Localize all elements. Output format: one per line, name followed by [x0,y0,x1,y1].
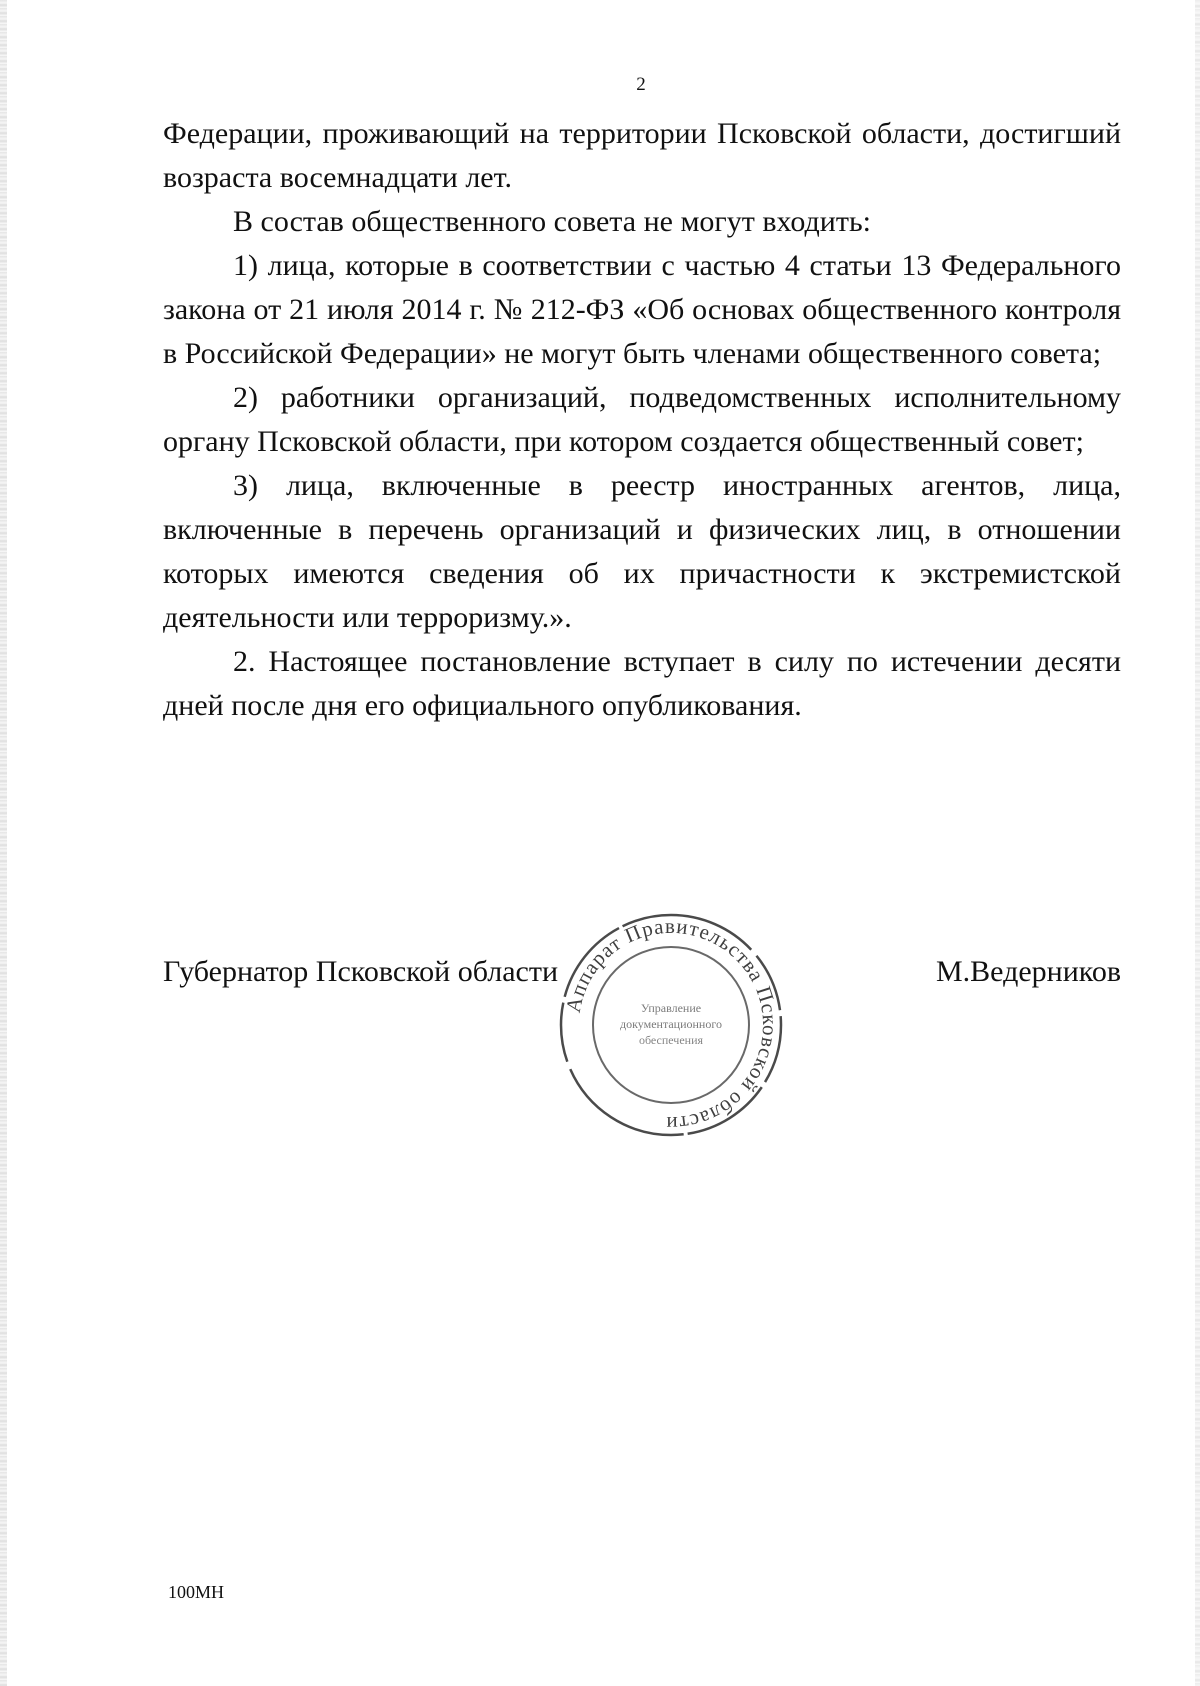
paragraph-effective-date: 2. Настоящее постановление вступает в силу по истечении десяти дней после дня его официального опубликования. [163,645,1121,722]
seal-inner-line-3: обеспечения [638,1033,704,1047]
page-number: 2 [636,74,646,95]
paragraph-exclusions-intro: В состав общественного совета не могут входить: [233,205,871,238]
seal-inner-line-1: Управление [640,1001,702,1015]
signatory-position: Губернатор Псковской области [163,955,559,988]
document-body [163,112,1121,728]
scan-edge-right [1195,0,1200,1686]
footer-code: 100МН [168,1582,225,1602]
seal-outer-text: Аппарат Правительства Псковской области [560,913,783,1137]
paragraph-item-1: 1) лица, которые в соответствии с частью 4 статьи 13 Федерального закона от 21 июля 2014 г. № 212-ФЗ «Об основах общественного контроля в Российской Федерации» не могут быть членами общественного совета; [163,249,1121,370]
official-seal-stamp [556,910,786,1140]
seal-inner-line-2: документационного [620,1017,722,1031]
paragraph-item-2: 2) работники организаций, подведомственных исполнительному органу Псковской области, при котором создается общественный совет; [163,381,1121,458]
paragraph-continuation: Федерации, проживающий на территории Псковской области, достигший возраста восемнадцати лет. [163,117,1121,194]
scan-edge-left [0,0,7,1686]
paragraph-item-3: 3) лица, включенные в реестр иностранных агентов, лица, включенные в перечень организаций и физических лиц, в отношении которых имеются сведения об их причастности к экстремистской деятельности или терроризму.». [163,469,1121,634]
signatory-name: М.Ведерников [935,955,1121,988]
